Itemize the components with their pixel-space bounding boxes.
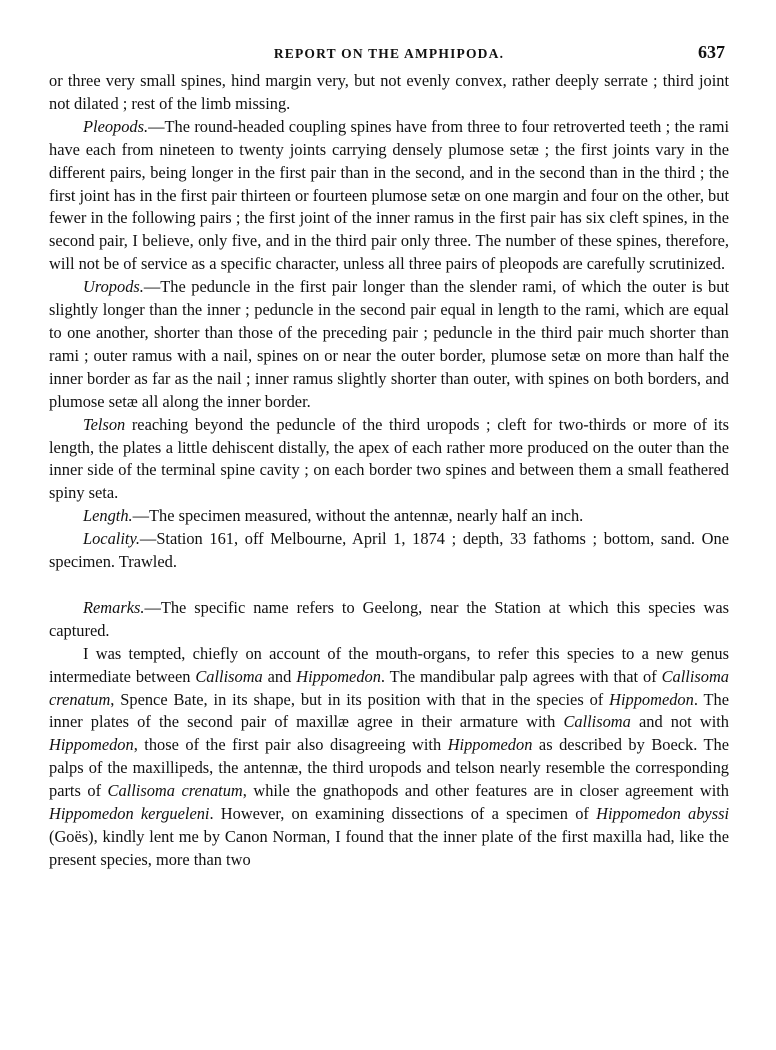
paragraph-discussion bbox=[49, 643, 729, 872]
taxon-name: Hippomedon abyssi bbox=[596, 804, 730, 824]
page-body bbox=[49, 70, 729, 872]
section-lead: Uropods. bbox=[83, 277, 144, 297]
text-run: . The mandibular palp agrees with that of bbox=[380, 666, 662, 686]
paragraph-remarks bbox=[49, 597, 729, 643]
paragraph-pleopods bbox=[49, 116, 729, 276]
paragraph-length bbox=[49, 505, 729, 528]
paragraph-telson bbox=[49, 414, 729, 506]
paragraph-text: —The round-headed coupling spines have from three to four retroverted teeth ; the rami have each from nineteen to twenty joints carrying densely plumose setæ ; the first joints vary in the different pairs, being longer in the first pair than in the second, and in the second than in the third ; the first joint has in the first pair thirteen or fourteen plumose setæ on one margin and four on the other, but fewer in the following pairs ; the first joint of the inner ramus in the first pair has six cleft spines, in the second pair, I believe, only five, and in the third pair only three. The number of these spines, therefore, will not be of service as a specific character, unless all three pairs of pleopods are carefully scrutinized. bbox=[49, 116, 729, 274]
taxon-name: Hippomedon bbox=[609, 689, 694, 709]
paragraph-uropods bbox=[49, 276, 729, 413]
taxon-name: Hippomedon bbox=[296, 666, 381, 686]
taxon-name: Hippomedon bbox=[49, 735, 134, 755]
paragraph-text: —The specimen measured, without the antennæ, nearly half an inch. bbox=[132, 506, 584, 526]
text-run: , Spence Bate, in its shape, but in its position with that in the species of bbox=[110, 689, 610, 709]
section-lead: Length. bbox=[83, 506, 133, 526]
text-run: and not with bbox=[630, 712, 729, 732]
running-title: REPORT ON THE AMPHIPODA. bbox=[273, 46, 505, 61]
text-run: . The inner plates of the second pair of maxillæ agree in their armature with bbox=[49, 689, 729, 732]
section-lead: Pleopods. bbox=[83, 116, 149, 136]
text-run: (Goës), kindly lent me by Canon Norman, I found that the inner plate of the first maxilla had, like the present species, more than two bbox=[49, 827, 729, 869]
section-lead: Telson bbox=[83, 414, 126, 434]
page-number: 637 bbox=[698, 42, 725, 62]
paragraph-text: —Station 161, off Melbourne, April 1, 1874 ; depth, 33 fathoms ; bottom, sand. One specimen. Trawled. bbox=[49, 529, 729, 572]
text-run: and bbox=[262, 666, 297, 686]
text-run: I was tempted, chiefly on account of the mouth-organs, to refer this species to a new genus intermediate between bbox=[49, 643, 729, 686]
document-page bbox=[49, 40, 729, 872]
taxon-name: Callisoma bbox=[195, 666, 263, 686]
paragraph-text: or three very small spines, hind margin very, but not evenly convex, rather deeply serrate ; third joint not dilated ; rest of the limb missing. bbox=[49, 71, 729, 113]
text-run: , those of the first pair also disagreeing with bbox=[133, 735, 448, 755]
text-run: , while the gnathopods and other features are in closer agreement with bbox=[242, 781, 730, 801]
taxon-name: Callisoma crenatum bbox=[49, 666, 729, 709]
paragraph-text: reaching beyond the peduncle of the third uropods ; cleft for two-thirds or more of its length, the plates a little dehiscent distally, the apex of each rather more produced on the outer than the inner side of the terminal spine cavity ; on each border two spines and between them a small feathered spiny seta. bbox=[49, 414, 729, 503]
section-lead: Locality. bbox=[83, 529, 140, 549]
paragraph-locality bbox=[49, 528, 729, 574]
paragraph-text: —The peduncle in the first pair longer than the slender rami, of which the outer is but slightly longer than the inner ; peduncle in the second pair equal in length to the rami, which are equal to one another, shorter than those of the preceding pair ; peduncle in the third pair much shorter than rami ; outer ramus with a nail, spines on or near the outer border, plumose setæ on more than half the inner border as far as the nail ; inner ramus slightly shorter than outer, with spines on both borders, and plumose setæ all along the inner border. bbox=[49, 277, 729, 411]
text-run: as described by Boeck. The palps of the maxillipeds, the antennæ, the third uropods and telson nearly resemble the corresponding parts of bbox=[49, 735, 730, 801]
taxon-name: Hippomedon bbox=[447, 735, 533, 755]
page-header bbox=[49, 40, 729, 70]
taxon-name: Callisoma crenatum bbox=[107, 781, 243, 801]
text-run: . However, on examining dissections of a specimen of bbox=[209, 804, 597, 824]
section-lead: Remarks. bbox=[83, 597, 145, 617]
taxon-name: Hippomedon kergueleni bbox=[49, 804, 210, 824]
paragraph-continuation bbox=[49, 70, 729, 116]
paragraph-text: —The specific name refers to Geelong, near the Station at which this species was captured. bbox=[49, 597, 729, 640]
taxon-name: Callisoma bbox=[563, 712, 631, 732]
